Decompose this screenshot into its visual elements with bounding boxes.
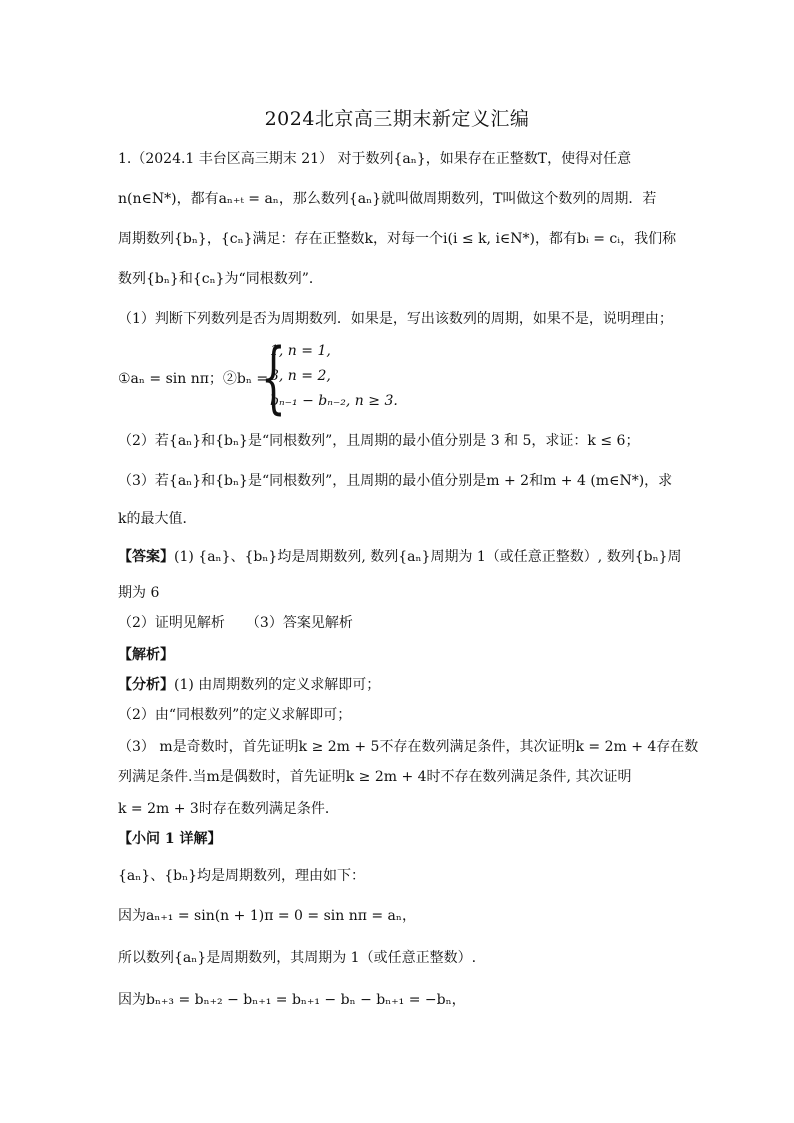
problem-line-4: 数列{bₙ}和{cₙ}为“同根数列”． [118, 271, 323, 287]
answer-line-1 [118, 547, 682, 567]
problem-line-1: 1.（2024.1 丰台区高三期末 21） 对于数列{aₙ}，如果存在正整数T，使得对任意 [118, 151, 632, 167]
case-row-2: 3, n = 2, [270, 368, 331, 384]
detail-line-4: 因为bₙ₊₃ = bₙ₊₂ − bₙ₊₁ = bₙ₊₁ − bₙ − bₙ₊₁ = −bₙ， [118, 992, 466, 1008]
question-1: （1）判断下列数列是否为周期数列．如果是，写出该数列的周期，如果不是，说明理由； [118, 311, 673, 327]
problem-line-3: 周期数列{bₙ}，{cₙ}满足：存在正整数k，对每一个i(i ≤ k, i∈N*)，都有bᵢ = cᵢ，我们称 [118, 231, 677, 247]
detail-line-2: 因为aₙ₊₁ = sin(n + 1)π = 0 = sin nπ = aₙ， [118, 908, 416, 924]
detail-line-3: 所以数列{aₙ}是周期数列，其周期为 1（或任意正整数）. [118, 950, 477, 966]
detail-line-1: {aₙ}、{bₙ}均是周期数列，理由如下： [118, 868, 366, 884]
analysis-tag: 【解析】 [118, 647, 174, 663]
answer-text-1: (1) {aₙ}、{bₙ}均是周期数列, 数列{aₙ}周期为 1（或任意正整数）, 数列{bₙ}周 [174, 549, 682, 565]
piecewise-equation [118, 333, 418, 423]
answer-line-2: 期为 6 [118, 585, 160, 601]
problem-line-2: n(n∈N*)，都有aₙ₊ₜ = aₙ，那么数列{aₙ}就叫做周期数列，T叫做这个数列的周期．若 [118, 191, 657, 207]
detail-tag: 【小问 1 详解】 [118, 831, 222, 847]
question-3-cont: k的最大值． [118, 511, 197, 527]
case-row-1: 1, n = 1, [270, 343, 331, 359]
question-3: （3）若{aₙ}和{bₙ}是“同根数列”，且周期的最小值分别是m + 2和m + 4 (m∈N*)，求 [118, 473, 673, 489]
equation-lead: ①aₙ = sin nπ；②bₙ = [118, 371, 269, 387]
analysis-line-5: k = 2m + 3时存在数列满足条件． [118, 801, 339, 817]
answer-line-3: （2）证明见解析 （3）答案见解析 [118, 615, 353, 631]
analysis-line-2: （2）由“同根数列”的定义求解即可； [118, 707, 352, 723]
analysis-line-3: （3） m是奇数时，首先证明k ≥ 2m + 5不存在数列满足条件，其次证明k = 2m + 4存在数 [118, 739, 699, 755]
analysis-text-1: (1) 由周期数列的定义求解即可； [174, 677, 381, 693]
answer-tag: 【答案】 [118, 549, 174, 565]
analysis-line-4: 列满足条件.当m是偶数时，首先证明k ≥ 2m + 4时不存在数列满足条件, 其次证明 [118, 769, 632, 785]
page-title: 2024北京高三期末新定义汇编 [264, 108, 530, 130]
analysis-line-1 [118, 675, 380, 695]
case-row-3: bₙ₋₁ − bₙ₋₂, n ≥ 3. [270, 393, 398, 409]
fenxi-tag: 【分析】 [118, 677, 174, 693]
brace-symbol: { [261, 333, 286, 423]
question-2: （2）若{aₙ}和{bₙ}是“同根数列”，且周期的最小值分别是 3 和 5，求证：k ≤ 6； [118, 433, 640, 449]
